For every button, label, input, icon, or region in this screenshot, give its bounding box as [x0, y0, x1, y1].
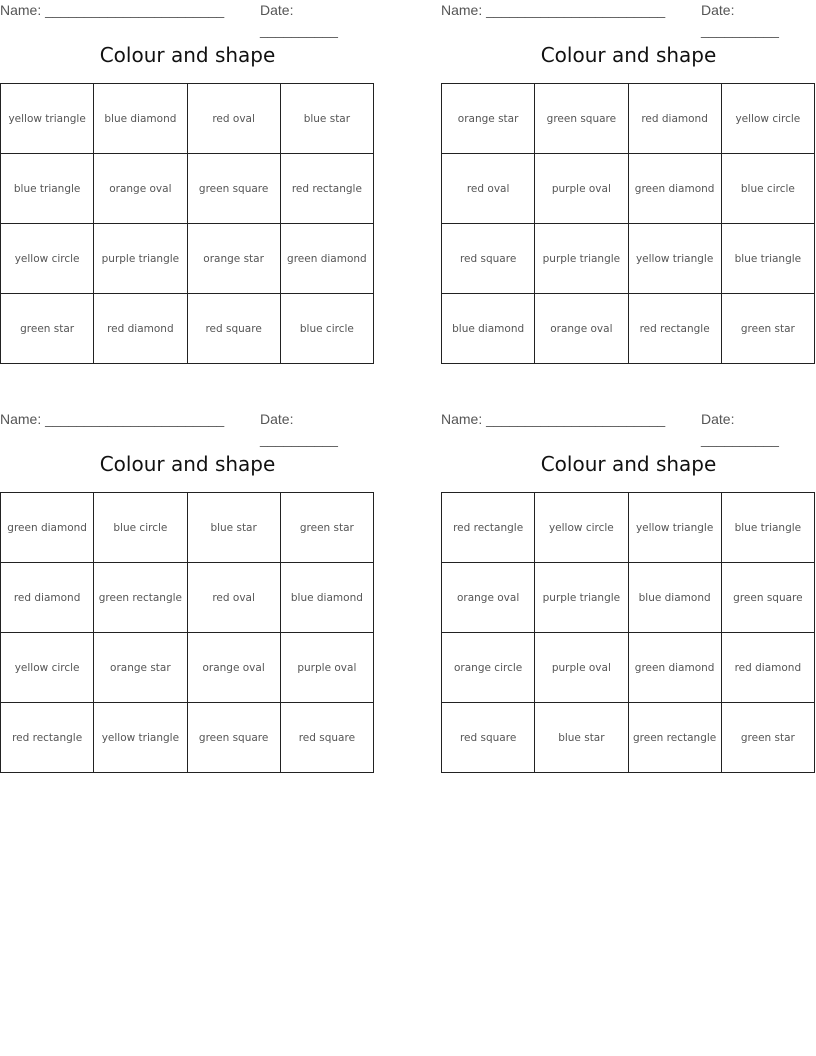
grid-cell: red oval [187, 563, 280, 633]
grid-cell: red rectangle [280, 154, 373, 224]
grid-cell: green square [187, 703, 280, 773]
grid-cell: green rectangle [628, 703, 721, 773]
card-header [0, 409, 375, 447]
grid-row [1, 294, 374, 364]
card-header [441, 0, 816, 38]
grid-row [1, 493, 374, 563]
grid-cell: red rectangle [628, 294, 721, 364]
grid-cell: green rectangle [94, 563, 187, 633]
grid-cell: blue triangle [721, 493, 814, 563]
grid-cell: orange oval [187, 633, 280, 703]
grid-cell: red rectangle [442, 493, 535, 563]
grid-cell: orange oval [94, 154, 187, 224]
grid-cell: green diamond [1, 493, 94, 563]
card-title: Colour and shape [99, 452, 276, 476]
grid-cell: yellow triangle [94, 703, 187, 773]
card-title: Colour and shape [540, 452, 717, 476]
bingo-grid [0, 492, 374, 773]
grid-cell: green star [1, 294, 94, 364]
name-field-label: Name: _______________________ [441, 2, 666, 18]
grid-cell: red oval [187, 84, 280, 154]
grid-cell: red diamond [94, 294, 187, 364]
grid-cell: red diamond [628, 84, 721, 154]
grid-row [1, 224, 374, 294]
grid-cell: purple oval [535, 154, 628, 224]
grid-cell: yellow triangle [1, 84, 94, 154]
grid-row [442, 633, 815, 703]
grid-cell: orange star [94, 633, 187, 703]
grid-cell: purple triangle [535, 563, 628, 633]
grid-cell: purple triangle [535, 224, 628, 294]
grid-row [1, 563, 374, 633]
grid-row [442, 493, 815, 563]
grid-cell: green diamond [280, 224, 373, 294]
name-field-label: Name: _______________________ [0, 411, 225, 427]
grid-cell: red square [442, 703, 535, 773]
grid-cell: yellow circle [535, 493, 628, 563]
card-title: Colour and shape [99, 43, 276, 67]
card-title: Colour and shape [540, 43, 717, 67]
bingo-grid [441, 83, 815, 364]
grid-cell: yellow circle [1, 633, 94, 703]
grid-cell: red rectangle [1, 703, 94, 773]
grid-cell: red diamond [721, 633, 814, 703]
bingo-grid [0, 83, 374, 364]
grid-cell: green square [721, 563, 814, 633]
grid-cell: yellow circle [1, 224, 94, 294]
grid-cell: red square [280, 703, 373, 773]
grid-cell: blue circle [280, 294, 373, 364]
grid-cell: yellow circle [721, 84, 814, 154]
grid-cell: orange circle [442, 633, 535, 703]
grid-row [442, 84, 815, 154]
grid-row [1, 703, 374, 773]
grid-cell: green star [721, 294, 814, 364]
grid-cell: orange oval [535, 294, 628, 364]
date-field-label: Date: __________ [260, 2, 338, 38]
grid-cell: red diamond [1, 563, 94, 633]
grid-cell: blue triangle [721, 224, 814, 294]
grid-cell: orange star [187, 224, 280, 294]
grid-cell: red square [442, 224, 535, 294]
grid-cell: green diamond [628, 154, 721, 224]
grid-cell: blue star [280, 84, 373, 154]
grid-cell: orange star [442, 84, 535, 154]
grid-cell: purple oval [535, 633, 628, 703]
date-field-label: Date: __________ [701, 411, 779, 447]
grid-cell: green square [535, 84, 628, 154]
grid-cell: green square [187, 154, 280, 224]
grid-cell: green star [280, 493, 373, 563]
grid-cell: green star [721, 703, 814, 773]
grid-row [442, 563, 815, 633]
grid-cell: red square [187, 294, 280, 364]
grid-row [442, 154, 815, 224]
grid-cell: yellow triangle [628, 493, 721, 563]
grid-cell: yellow triangle [628, 224, 721, 294]
grid-cell: blue diamond [628, 563, 721, 633]
grid-cell: purple oval [280, 633, 373, 703]
grid-row [1, 633, 374, 703]
grid-row [442, 224, 815, 294]
grid-cell: blue circle [94, 493, 187, 563]
grid-row [1, 84, 374, 154]
grid-cell: blue circle [721, 154, 814, 224]
grid-cell: blue star [535, 703, 628, 773]
grid-cell: blue diamond [94, 84, 187, 154]
grid-cell: red oval [442, 154, 535, 224]
grid-row [442, 703, 815, 773]
grid-cell: blue triangle [1, 154, 94, 224]
grid-row [442, 294, 815, 364]
bingo-grid [441, 492, 815, 773]
name-field-label: Name: _______________________ [441, 411, 666, 427]
card-header [441, 409, 816, 447]
grid-cell: green diamond [628, 633, 721, 703]
grid-cell: blue star [187, 493, 280, 563]
date-field-label: Date: __________ [701, 2, 779, 38]
date-field-label: Date: __________ [260, 411, 338, 447]
grid-cell: orange oval [442, 563, 535, 633]
grid-cell: blue diamond [280, 563, 373, 633]
grid-row [1, 154, 374, 224]
grid-cell: purple triangle [94, 224, 187, 294]
name-field-label: Name: _______________________ [0, 2, 225, 18]
grid-cell: blue diamond [442, 294, 535, 364]
card-header [0, 0, 375, 38]
